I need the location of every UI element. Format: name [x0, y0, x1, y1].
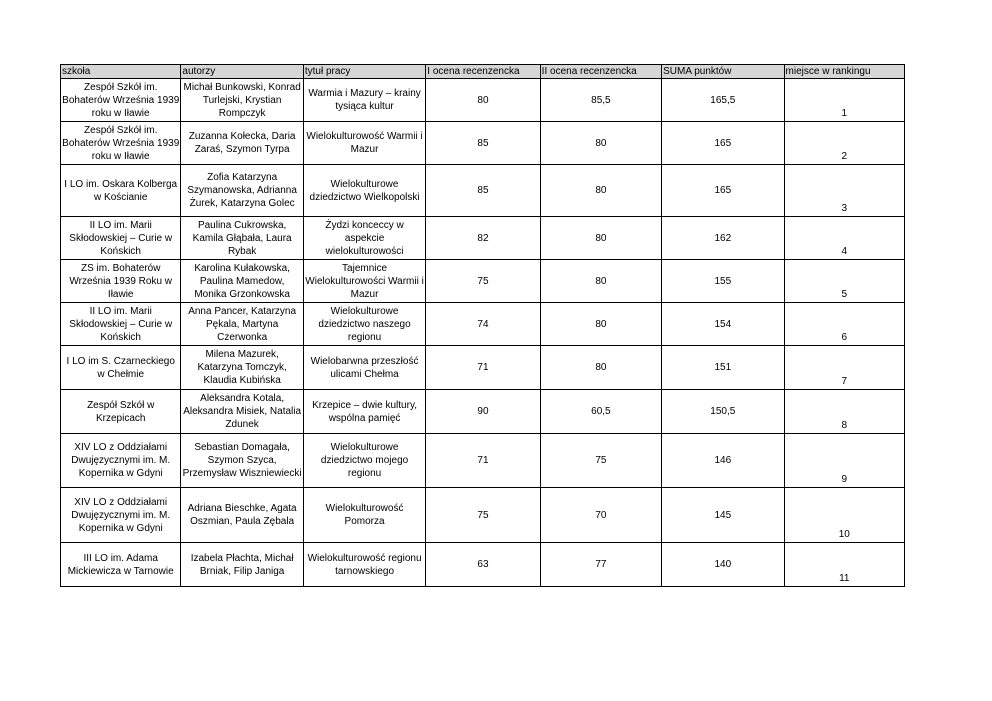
school-cell: Zespół Szkół w Krzepicach [61, 390, 181, 434]
sum-cell: 140 [662, 543, 784, 587]
rank-cell: 8 [784, 390, 904, 434]
header-title: tytuł pracy [303, 65, 425, 79]
table-row [61, 217, 905, 260]
authors-cell: Zofia Katarzyna Szymanowska, Adrianna Żurek, Katarzyna Golec [181, 165, 303, 217]
sum-cell: 165,5 [662, 79, 784, 122]
authors-cell: Milena Mazurek, Katarzyna Tomczyk, Klaudia Kubińska [181, 346, 303, 390]
school-cell: Zespół Szkół im. Bohaterów Września 1939 roku w Iławie [61, 122, 181, 165]
title-cell: Wielokulturowość Pomorza [303, 488, 425, 543]
rank-cell: 3 [784, 165, 904, 217]
review-1-cell: 80 [426, 79, 540, 122]
review-2-cell: 60,5 [540, 390, 661, 434]
header-review-1: I ocena recenzencka [426, 65, 540, 79]
review-2-cell: 77 [540, 543, 661, 587]
rank-cell: 6 [784, 303, 904, 346]
sum-cell: 146 [662, 434, 784, 488]
table-row [61, 303, 905, 346]
review-1-cell: 74 [426, 303, 540, 346]
school-cell: II LO im. Marii Skłodowskiej – Curie w Końskich [61, 217, 181, 260]
table-row [61, 543, 905, 587]
review-1-cell: 85 [426, 165, 540, 217]
title-cell: Wielokulturowe dziedzictwo Wielkopolski [303, 165, 425, 217]
review-2-cell: 85,5 [540, 79, 661, 122]
table-row [61, 79, 905, 122]
review-2-cell: 80 [540, 165, 661, 217]
review-2-cell: 80 [540, 217, 661, 260]
sum-cell: 155 [662, 260, 784, 303]
sum-cell: 165 [662, 122, 784, 165]
authors-cell: Karolina Kułakowska, Paulina Mamedow, Monika Grzonkowska [181, 260, 303, 303]
authors-cell: Adriana Bieschke, Agata Oszmian, Paula Zębala [181, 488, 303, 543]
title-cell: Tajemnice Wielokulturowości Warmii i Mazur [303, 260, 425, 303]
school-cell: II LO im. Marii Skłodowskiej – Curie w Końskich [61, 303, 181, 346]
review-1-cell: 71 [426, 346, 540, 390]
authors-cell: Zuzanna Kołecka, Daria Zaraś, Szymon Tyrpa [181, 122, 303, 165]
title-cell: Wielokulturowe dziedzictwo mojego regionu [303, 434, 425, 488]
review-1-cell: 90 [426, 390, 540, 434]
authors-cell: Izabela Płachta, Michał Brniak, Filip Janiga [181, 543, 303, 587]
rank-cell: 1 [784, 79, 904, 122]
school-cell: III LO im. Adama Mickiewicza w Tarnowie [61, 543, 181, 587]
review-1-cell: 85 [426, 122, 540, 165]
header-rank: miejsce w rankingu [784, 65, 904, 79]
review-2-cell: 80 [540, 122, 661, 165]
header-authors: autorzy [181, 65, 303, 79]
sum-cell: 151 [662, 346, 784, 390]
authors-cell: Paulina Cukrowska, Kamila Głąbała, Laura Rybak [181, 217, 303, 260]
table-row [61, 346, 905, 390]
authors-cell: Aleksandra Kotala, Aleksandra Misiek, Natalia Zdunek [181, 390, 303, 434]
authors-cell: Sebastian Domagała, Szymon Szyca, Przemysław Wiszniewiecki [181, 434, 303, 488]
review-1-cell: 71 [426, 434, 540, 488]
table-row [61, 434, 905, 488]
rank-cell: 10 [784, 488, 904, 543]
school-cell: ZS im. Bohaterów Września 1939 Roku w Iławie [61, 260, 181, 303]
table-row [61, 122, 905, 165]
title-cell: Wielokulturowość regionu tarnowskiego [303, 543, 425, 587]
ranking-table [60, 64, 905, 587]
sum-cell: 165 [662, 165, 784, 217]
rank-cell: 4 [784, 217, 904, 260]
review-2-cell: 75 [540, 434, 661, 488]
authors-cell: Michał Bunkowski, Konrad Turlejski, Krystian Rompczyk [181, 79, 303, 122]
rank-cell: 7 [784, 346, 904, 390]
sum-cell: 145 [662, 488, 784, 543]
table-row [61, 165, 905, 217]
review-2-cell: 80 [540, 260, 661, 303]
rank-cell: 11 [784, 543, 904, 587]
school-cell: XIV LO z Oddziałami Dwujęzycznymi im. M. Kopernika w Gdyni [61, 434, 181, 488]
school-cell: I LO im S. Czarneckiego w Chełmie [61, 346, 181, 390]
header-review-2: II ocena recenzencka [540, 65, 661, 79]
header-row [61, 65, 905, 79]
review-2-cell: 80 [540, 346, 661, 390]
table-row [61, 488, 905, 543]
title-cell: Żydzi konceccy w aspekcie wielokulturowości [303, 217, 425, 260]
sum-cell: 150,5 [662, 390, 784, 434]
rank-cell: 5 [784, 260, 904, 303]
review-2-cell: 80 [540, 303, 661, 346]
school-cell: I LO im. Oskara Kolberga w Kościanie [61, 165, 181, 217]
review-1-cell: 82 [426, 217, 540, 260]
rank-cell: 9 [784, 434, 904, 488]
title-cell: Wielokulturowe dziedzictwo naszego regionu [303, 303, 425, 346]
table-row [61, 260, 905, 303]
rank-cell: 2 [784, 122, 904, 165]
title-cell: Krzepice – dwie kultury, wspólna pamięć [303, 390, 425, 434]
sum-cell: 154 [662, 303, 784, 346]
title-cell: Wielokulturowość Warmii i Mazur [303, 122, 425, 165]
review-1-cell: 75 [426, 488, 540, 543]
header-sum: SUMA punktów [662, 65, 784, 79]
school-cell: Zespół Szkół im. Bohaterów Września 1939 roku w Iławie [61, 79, 181, 122]
sum-cell: 162 [662, 217, 784, 260]
review-1-cell: 63 [426, 543, 540, 587]
school-cell: XIV LO z Oddziałami Dwujęzycznymi im. M. Kopernika w Gdyni [61, 488, 181, 543]
review-2-cell: 70 [540, 488, 661, 543]
title-cell: Wielobarwna przeszłość ulicami Chełma [303, 346, 425, 390]
header-school: szkoła [61, 65, 181, 79]
review-1-cell: 75 [426, 260, 540, 303]
title-cell: Warmia i Mazury – krainy tysiąca kultur [303, 79, 425, 122]
authors-cell: Anna Pancer, Katarzyna Pękala, Martyna Czerwonka [181, 303, 303, 346]
table-row [61, 390, 905, 434]
